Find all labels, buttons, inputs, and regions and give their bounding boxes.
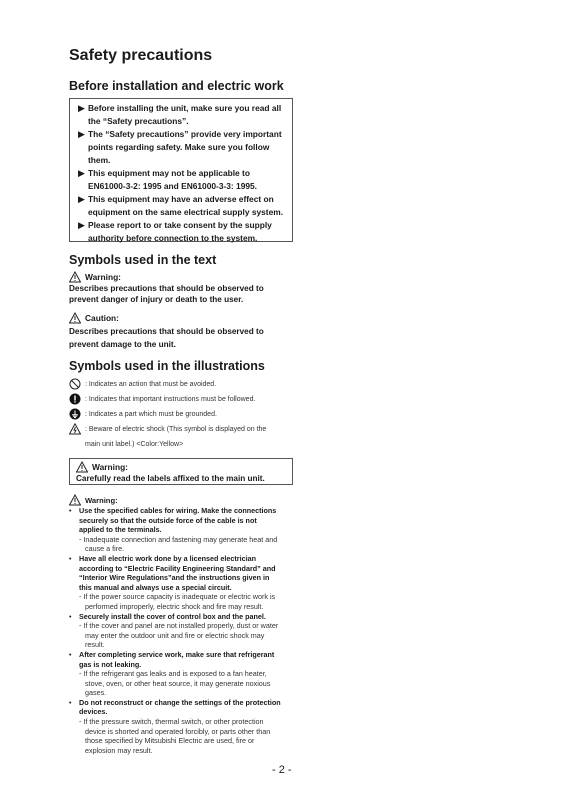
arrow-bullet-icon: ▶ <box>78 129 85 139</box>
bullet-dot-icon: • <box>69 697 72 707</box>
warning-item-subline: those specified by Mitsubishi Electric are used, fire or <box>85 736 255 746</box>
symbol-shock-text: : Beware of electric shock (This symbol is displayed on the <box>85 425 267 433</box>
section-heading-symbols-text: Symbols used in the text <box>69 253 217 267</box>
symbol-list <box>69 377 309 451</box>
caution-label: Caution: <box>85 313 119 323</box>
warning-description-2: prevent danger of injury or death to the user. <box>69 295 244 304</box>
warning-item <box>69 554 309 612</box>
precaution-line: authority before connection to the system. <box>88 233 258 243</box>
precaution-line: This equipment may have an adverse effect on <box>88 194 274 204</box>
section-heading-symbols-illustrations: Symbols used in the illustrations <box>69 359 265 373</box>
symbol-instruction-text: : Indicates that important instructions must be followed. <box>85 395 256 403</box>
warning-item-line: Have all electric work done by a licensed electrician <box>79 553 256 563</box>
symbol-prohibited-text: : Indicates an action that must be avoided. <box>85 380 217 388</box>
warning-item-subline: - If the refrigerant gas leaks and is exposed to a fan heater, <box>79 669 267 679</box>
precaution-line: EN61000-3-2: 1995 and EN61000-3-3: 1995. <box>88 181 257 191</box>
precaution-line: the “Safety precautions”. <box>88 116 189 126</box>
warning-item-line: this manual and always use a special circuit. <box>79 582 232 592</box>
warning-item-line: Use the specified cables for wiring. Make the connections <box>79 506 277 515</box>
labels-warning-text: Carefully read the labels affixed to the main unit. <box>76 474 265 483</box>
precaution-line: Before installing the unit, make sure you read all <box>88 103 282 113</box>
page-title: Safety precautions <box>69 47 213 64</box>
symbol-shock-text-cont: main unit label.) <Color:Yellow> <box>85 440 184 448</box>
warning-description-1: Describes precautions that should be observed to <box>69 284 264 293</box>
precaution-line: Please report to or take consent by the supply <box>88 220 272 230</box>
arrow-bullet-icon: ▶ <box>78 168 85 178</box>
warning-item-line: securely so that the outside force of the cable is not <box>79 515 257 525</box>
warning-item-line: “Interior Wire Regulations”and the instructions given in <box>79 573 270 583</box>
warning-item-line: according to “Electric Facility Engineering Standard” and <box>79 563 276 573</box>
precaution-item <box>78 219 286 245</box>
warnings-section <box>69 494 309 755</box>
warning-item <box>69 612 309 650</box>
warning-item-subline: cause a fire. <box>85 544 125 554</box>
precaution-item <box>78 193 286 219</box>
caution-symbol-block <box>69 312 309 350</box>
symbol-ground-text: : Indicates a part which must be grounded. <box>85 410 217 418</box>
precaution-item <box>78 167 286 193</box>
arrow-bullet-icon: ▶ <box>78 194 85 204</box>
precautions-box <box>69 98 293 242</box>
warning-item-subline: explosion may result. <box>85 745 153 755</box>
labels-warning-label: Warning: <box>92 462 128 472</box>
section-heading-before-installation: Before installation and electric work <box>69 79 284 93</box>
precaution-line: This equipment may not be applicable to <box>88 168 250 178</box>
warning-item-subline: - Inadequate connection and fastening may generate heat and <box>79 534 278 544</box>
warning-item-subline: device is shorted and operated forcibly, or parts other than <box>85 726 271 736</box>
warning-item-subline: - If the cover and panel are not installed properly, dust or water <box>79 621 279 631</box>
instruction-icon <box>69 393 81 405</box>
caution-description-2: prevent damage to the unit. <box>69 340 176 349</box>
ground-icon <box>69 408 81 420</box>
warning-symbol-block <box>69 271 309 305</box>
caution-description-1: Describes precautions that should be observed to <box>69 327 264 336</box>
arrow-bullet-icon: ▶ <box>78 220 85 230</box>
labels-warning-box <box>69 458 293 485</box>
warning-item-line: applied to the terminals. <box>79 525 162 535</box>
precaution-line: them. <box>88 155 111 165</box>
electric-shock-icon <box>69 423 81 435</box>
bullet-dot-icon: • <box>69 649 72 659</box>
warning-item-line: Securely install the cover of control box and the panel. <box>79 611 266 621</box>
warnings-label: Warning: <box>85 495 118 505</box>
precaution-item <box>78 128 286 167</box>
warning-triangle-icon <box>69 271 81 283</box>
warning-triangle-icon <box>76 461 88 473</box>
warning-item-subline: performed improperly, electric shock and fire may result. <box>85 601 264 611</box>
precaution-line: The “Safety precautions” provide very important <box>88 129 282 139</box>
warning-item-line: gas is not leaking. <box>79 659 142 669</box>
page-number: - 2 - <box>272 764 292 776</box>
arrow-bullet-icon: ▶ <box>78 103 85 113</box>
warning-label: Warning: <box>85 272 121 282</box>
bullet-dot-icon: • <box>69 553 72 563</box>
warning-item <box>69 650 309 698</box>
bullet-dot-icon: • <box>69 506 72 515</box>
precaution-line: points regarding safety. Make sure you follow <box>88 142 270 152</box>
warning-item-line: Do not reconstruct or change the settings of the protection <box>79 697 281 707</box>
warning-item-subline: may enter the outdoor unit and fire or electric shock may <box>85 630 265 640</box>
warnings-list <box>69 506 309 755</box>
warning-item-subline: gases. <box>85 688 107 698</box>
warning-item-subline: - If the power source capacity is inadequate or electric work is <box>79 592 276 602</box>
prohibited-icon <box>69 378 81 390</box>
warning-item <box>69 506 309 554</box>
warning-item-line: devices. <box>79 707 108 717</box>
bullet-dot-icon: • <box>69 611 72 621</box>
warning-item <box>69 698 309 756</box>
warning-item-subline: result. <box>85 640 105 650</box>
warning-item-subline: stove, oven, or other heat source, it may generate noxious <box>85 678 271 688</box>
warning-item-subline: - If the pressure switch, thermal switch, or other protection <box>79 717 264 727</box>
caution-triangle-icon <box>69 312 81 324</box>
warning-triangle-icon <box>69 494 81 506</box>
warning-item-line: After completing service work, make sure that refrigerant <box>79 649 275 659</box>
precaution-item <box>78 102 286 128</box>
precaution-line: equipment on the same electrical supply system. <box>88 207 284 217</box>
precautions-list <box>78 102 286 245</box>
